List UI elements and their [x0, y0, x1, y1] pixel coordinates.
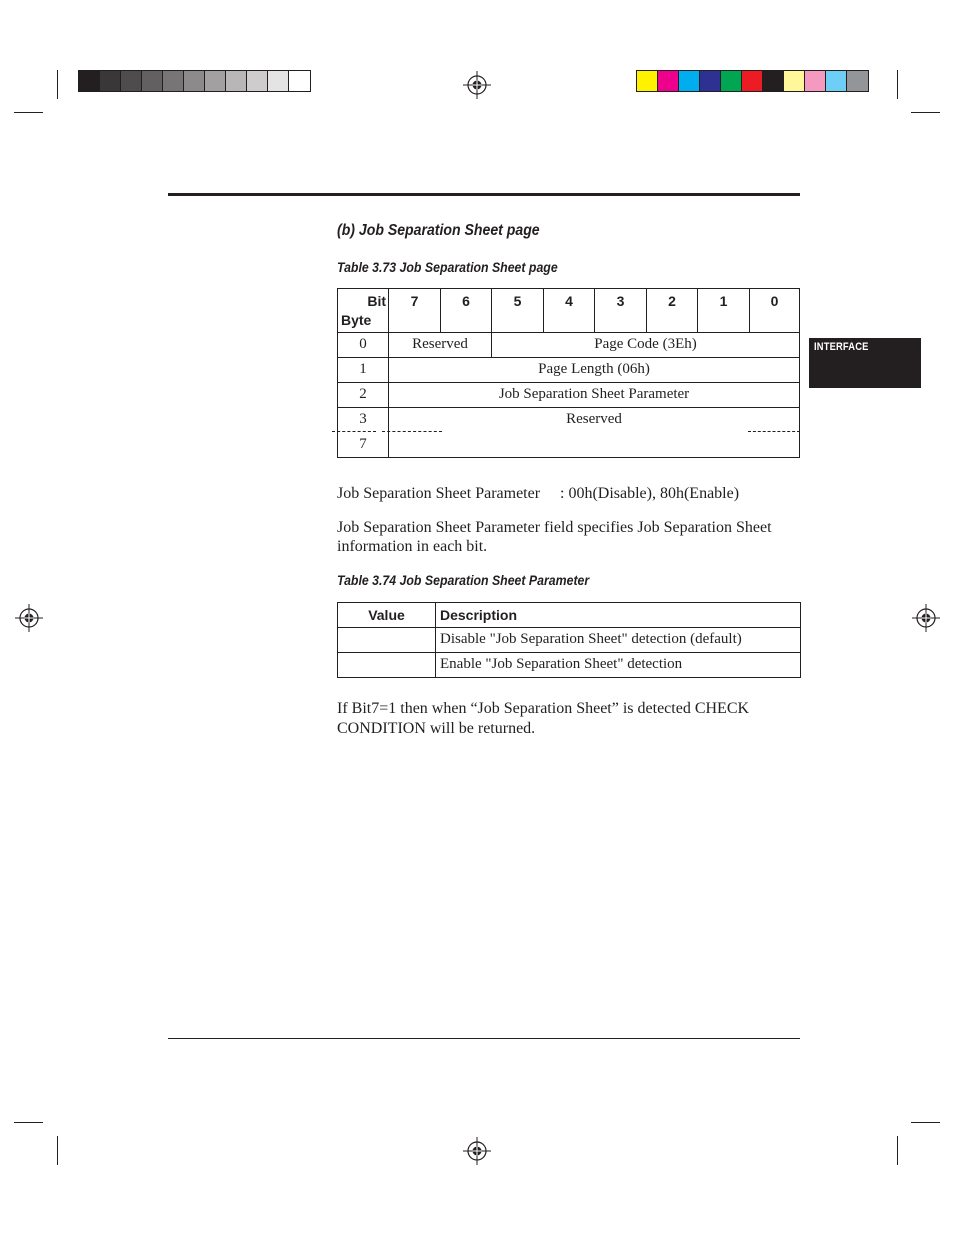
- value-header: Value: [368, 607, 405, 623]
- field-cell: Job Separation Sheet Parameter: [498, 386, 690, 402]
- paragraph-line: If Bit7=1 then when “Job Separation Sheet” is detected CHECK: [337, 700, 750, 717]
- byte-number: 0: [359, 336, 367, 352]
- paragraph-line: information in each bit.: [337, 538, 488, 555]
- crop-mark: [57, 1136, 58, 1165]
- byte-number-from: 3: [359, 411, 367, 427]
- description-cell: Enable "Job Separation Sheet" detection: [440, 656, 683, 672]
- bit-header: 7: [410, 293, 419, 309]
- bit-header: 0: [770, 293, 779, 309]
- description-cell: Disable "Job Separation Sheet" detection (default): [440, 631, 742, 647]
- gray-swatch: [247, 71, 268, 91]
- color-swatch: [700, 71, 721, 91]
- bit-header: 1: [719, 293, 728, 309]
- table-row-divider: [338, 627, 800, 628]
- table-row-divider: [338, 652, 800, 653]
- byte-number-to: 7: [359, 436, 367, 452]
- table-row-divider: [338, 407, 799, 408]
- chapter-tab-label: INTERFACE: [814, 341, 869, 353]
- gray-swatch: [184, 71, 205, 91]
- table2-caption: Table 3.74 Job Separation Sheet Parameter: [337, 572, 590, 588]
- field-cell: Page Code (3Eh): [594, 336, 697, 352]
- color-swatch: [784, 71, 805, 91]
- table-row-divider: [338, 382, 799, 383]
- crop-mark: [14, 1122, 43, 1123]
- dashed-separator: [748, 431, 800, 433]
- color-swatch: [679, 71, 700, 91]
- color-swatch: [742, 71, 763, 91]
- crop-mark: [14, 112, 43, 113]
- crop-mark: [911, 112, 940, 113]
- registration-mark-icon: [912, 604, 940, 632]
- dashed-separator: [332, 431, 376, 433]
- parameter-value: : 00h(Disable), 80h(Enable): [560, 485, 740, 502]
- paragraph-line: CONDITION will be returned.: [337, 720, 536, 737]
- byte-number: 2: [359, 386, 367, 402]
- crop-mark: [911, 1122, 940, 1123]
- field-cell: Reserved: [566, 411, 622, 427]
- gray-swatch: [163, 71, 184, 91]
- dashed-separator: [382, 431, 442, 433]
- color-swatch: [805, 71, 826, 91]
- gray-swatch: [226, 71, 247, 91]
- table1-caption: Table 3.73 Job Separation Sheet page: [337, 259, 558, 275]
- parameter-table: [337, 602, 801, 678]
- corner-bit-label: Bit: [367, 293, 386, 309]
- chapter-tab: [809, 338, 921, 388]
- color-bar: [636, 70, 869, 92]
- crop-mark: [897, 70, 898, 99]
- top-rule: [168, 193, 800, 196]
- page-format-table: [337, 288, 800, 458]
- bit-header: 3: [616, 293, 625, 309]
- crop-mark: [897, 1136, 898, 1165]
- gray-swatch: [121, 71, 142, 91]
- paragraph-line: Job Separation Sheet Parameter field specifies Job Separation Sheet: [337, 519, 772, 536]
- color-swatch: [637, 71, 658, 91]
- bit-header: 5: [513, 293, 522, 309]
- registration-mark-icon: [463, 71, 491, 99]
- description-header: Description: [440, 607, 518, 623]
- byte-number: 1: [359, 361, 367, 377]
- color-swatch: [721, 71, 742, 91]
- table-row-divider: [338, 332, 799, 333]
- color-swatch: [763, 71, 784, 91]
- gray-swatch: [79, 71, 100, 91]
- color-swatch: [658, 71, 679, 91]
- bit-header: 4: [565, 293, 573, 309]
- registration-mark-icon: [463, 1137, 491, 1165]
- parameter-label: Job Separation Sheet Parameter: [337, 485, 541, 502]
- field-cell: Reserved: [412, 336, 468, 352]
- bottom-rule: [168, 1038, 800, 1039]
- table-row-divider: [338, 357, 799, 358]
- registration-mark-icon: [15, 604, 43, 632]
- field-cell: Page Length (06h): [538, 361, 650, 377]
- gray-scale-bar: [78, 70, 311, 92]
- table-divider: [435, 603, 436, 677]
- gray-swatch: [100, 71, 121, 91]
- section-heading: (b) Job Separation Sheet page: [337, 222, 540, 239]
- crop-mark: [57, 70, 58, 99]
- gray-swatch: [268, 71, 289, 91]
- color-swatch: [826, 71, 847, 91]
- color-swatch: [847, 71, 868, 91]
- gray-swatch: [142, 71, 163, 91]
- gray-swatch: [205, 71, 226, 91]
- bit-header: 2: [668, 293, 676, 309]
- bit-header: 6: [462, 293, 470, 309]
- corner-byte-label: Byte: [341, 312, 372, 328]
- gray-swatch: [289, 71, 310, 91]
